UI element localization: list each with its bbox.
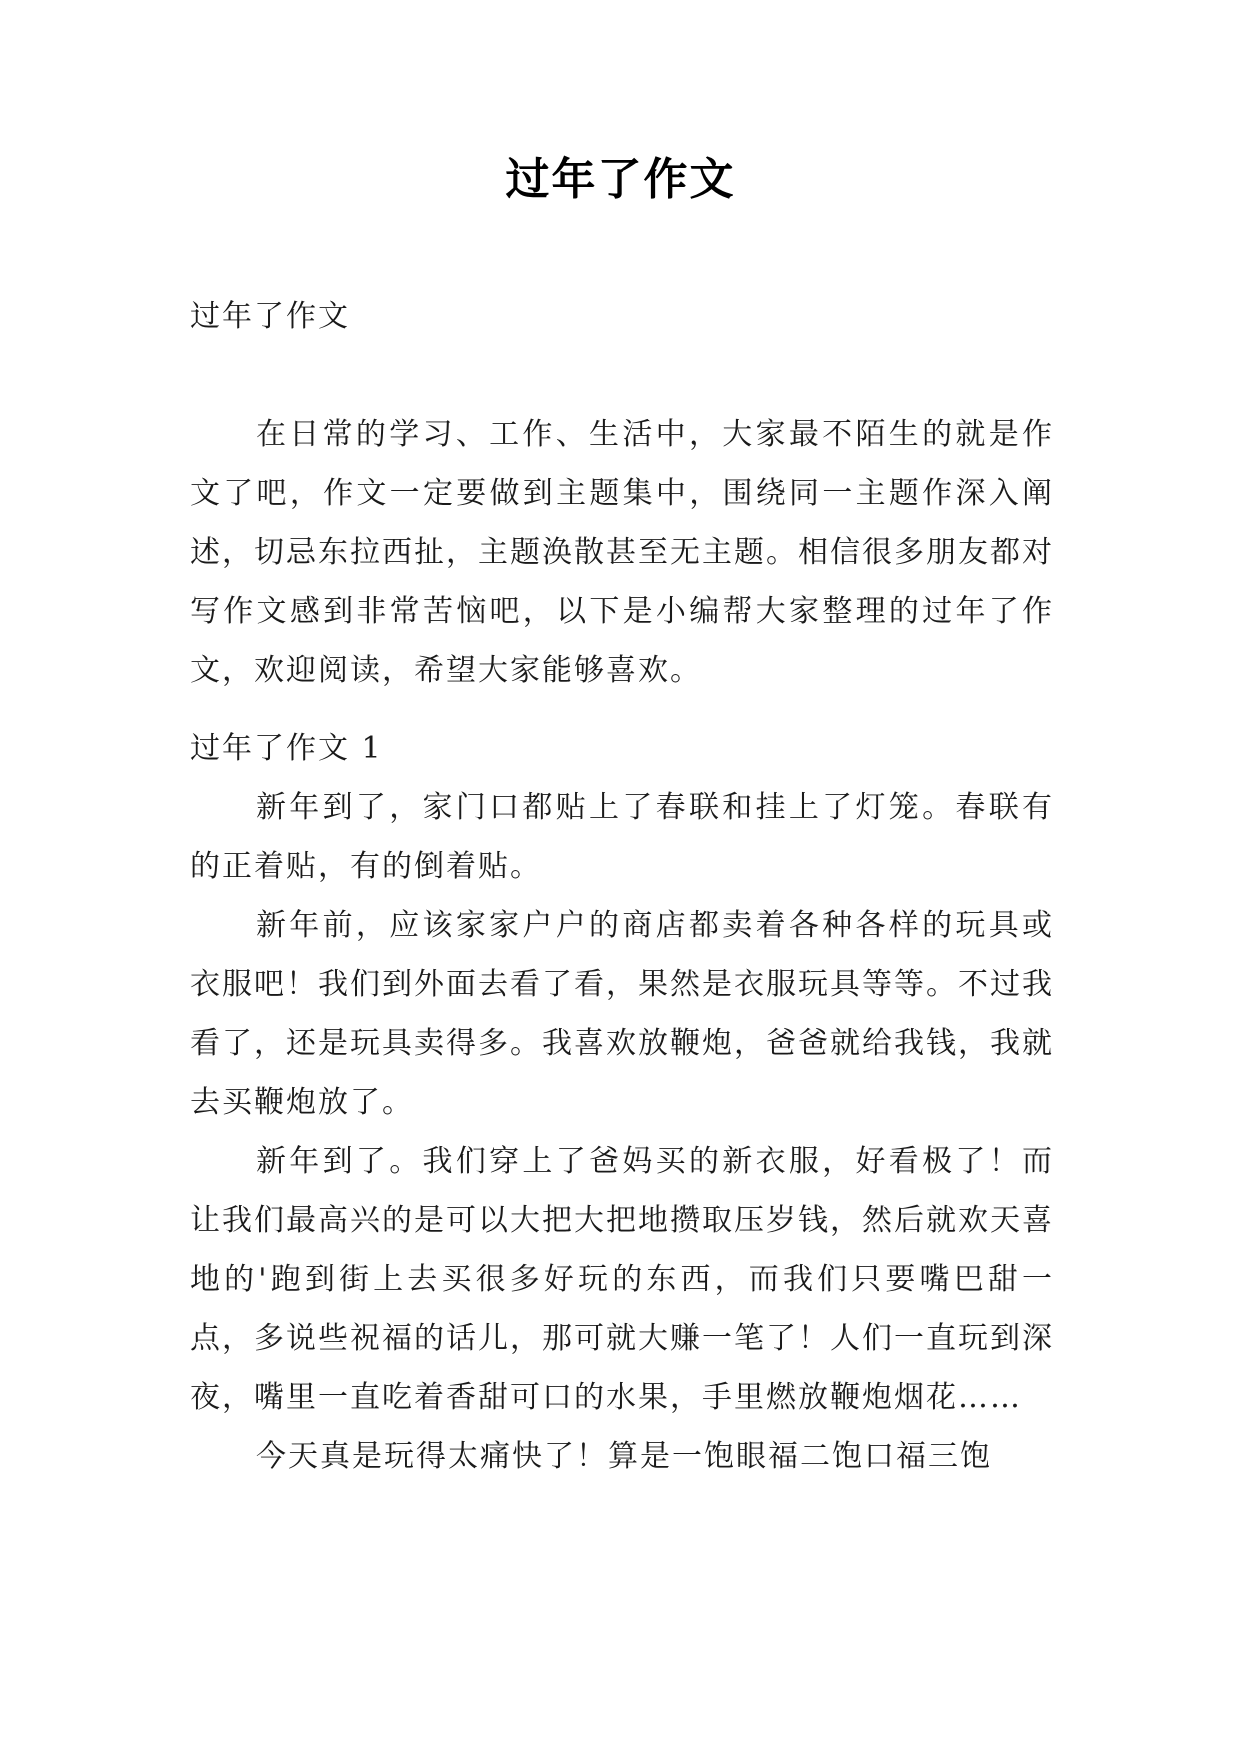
intro-paragraph-block [190, 405, 1054, 700]
section-body [190, 778, 1054, 1486]
paragraph-1: 新年到了，家门口都贴上了春联和挂上了灯笼。春联有的正着贴，有的倒着贴。 [190, 790, 1054, 884]
document-title: 过年了作文 [505, 154, 736, 205]
paragraph-3: 新年到了。我们穿上了爸妈买的新衣服，好看极了！而让我们最高兴的是可以大把大把地攒取压岁钱，然后就欢天喜地的'跑到街上去买很多好玩的东西，而我们只要嘴巴甜一点，多说些祝福的话儿，那可就大赚一笔了！人们一直玩到深夜，嘴里一直吃着香甜可口的水果，手里燃放鞭炮烟花…… [190, 1144, 1054, 1415]
document-subtitle: 过年了作文 [190, 299, 350, 334]
section-heading: 过年了作文 1 [190, 731, 383, 766]
paragraph-2: 新年前，应该家家户户的商店都卖着各种各样的玩具或衣服吧！我们到外面去看了看，果然是衣服玩具等等。不过我看了，还是玩具卖得多。我喜欢放鞭炮，爸爸就给我钱，我就去买鞭炮放了。 [190, 908, 1054, 1120]
intro-paragraph: 在日常的学习、工作、生活中，大家最不陌生的就是作文了吧，作文一定要做到主题集中，围绕同一主题作深入阐述，切忌东拉西扯，主题涣散甚至无主题。相信很多朋友都对写作文感到非常苦恼吧，以下是小编帮大家整理的过年了作文，欢迎阅读，希望大家能够喜欢。 [190, 417, 1054, 688]
paragraph-4: 今天真是玩得太痛快了！算是一饱眼福二饱口福三饱 [256, 1439, 992, 1474]
